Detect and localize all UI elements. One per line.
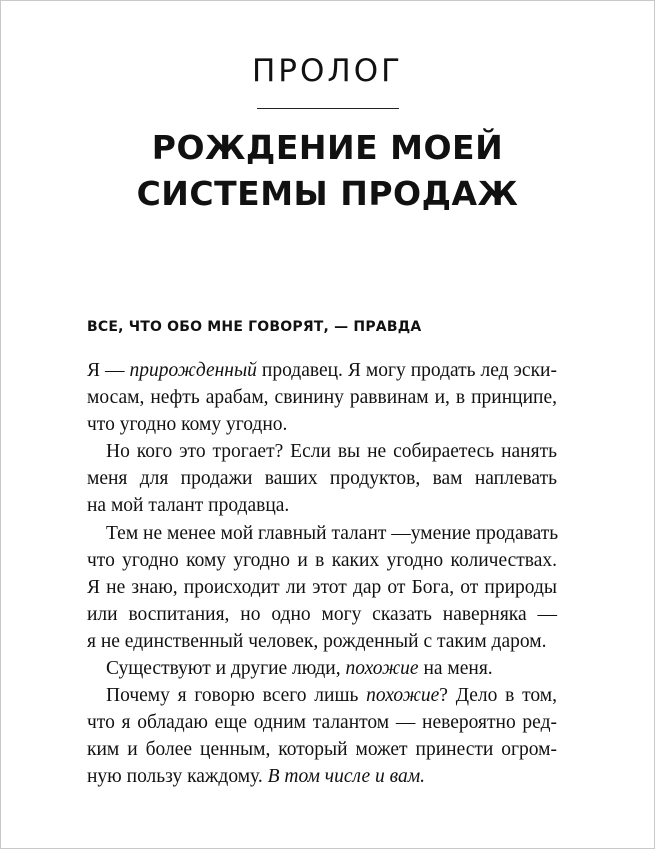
paragraph-3-line-5: я не единственный человек, рожденный с таким даром. <box>87 630 547 652</box>
paragraph-1-line-2: мосам, нефть арабам, свинину раввинам и, в принципе, <box>87 387 557 409</box>
paragraph-2-line-1: Но кого это трогает? Если вы не собираетесь нанять <box>106 441 557 463</box>
paragraph-3-line-4: или воспитания, но одно могу сказать наверняка — <box>87 603 557 625</box>
prologue-label: ПРОЛОГ <box>251 53 404 89</box>
paragraph-5-line-3: ким и более ценным, который может принести огром- <box>87 739 557 761</box>
paragraph-2-line-2: меня для продажи ваших продуктов, вам наплевать <box>87 468 557 490</box>
paragraph-5-line-1: Почему я говорю всего лишь похожие? Дело в том, <box>106 685 557 707</box>
paragraph-1-line-1: Я — прирожденный продавец. Я могу продать лед эски- <box>87 360 557 381</box>
paragraph-5-line-2: что я обладаю еще одним талантом — невероятно ред- <box>87 712 557 734</box>
title-divider <box>257 108 399 109</box>
chapter-title <box>1 125 654 217</box>
body-text <box>87 357 557 791</box>
chapter-title-line-2: СИСТЕМЫ ПРОДАЖ <box>136 174 519 213</box>
paragraph-3-line-3: Я не знаю, происходит ли этот дар от Бога, от природы <box>87 576 557 598</box>
paragraph-2-line-3: на мой талант продавца. <box>87 495 290 517</box>
section-heading: ВСЕ, ЧТО ОБО МНЕ ГОВОРЯТ, — ПРАВДА <box>87 319 422 335</box>
paragraph-1-line-3: что угодно кому угодно. <box>87 414 288 436</box>
paragraph-4-line-1: Существуют и другие люди, похожие на меня. <box>106 658 493 680</box>
chapter-title-line-1: РОЖДЕНИЕ МОЕЙ <box>151 128 504 167</box>
paragraph-3-line-1: Тем не менее мой главный талант —умение продавать <box>106 522 559 544</box>
paragraph-3-line-2: что угодно кому угодно и в каких угодно количествах. <box>87 549 557 571</box>
paragraph-5-line-4: ную пользу каждому. В том числе и вам. <box>87 766 426 788</box>
